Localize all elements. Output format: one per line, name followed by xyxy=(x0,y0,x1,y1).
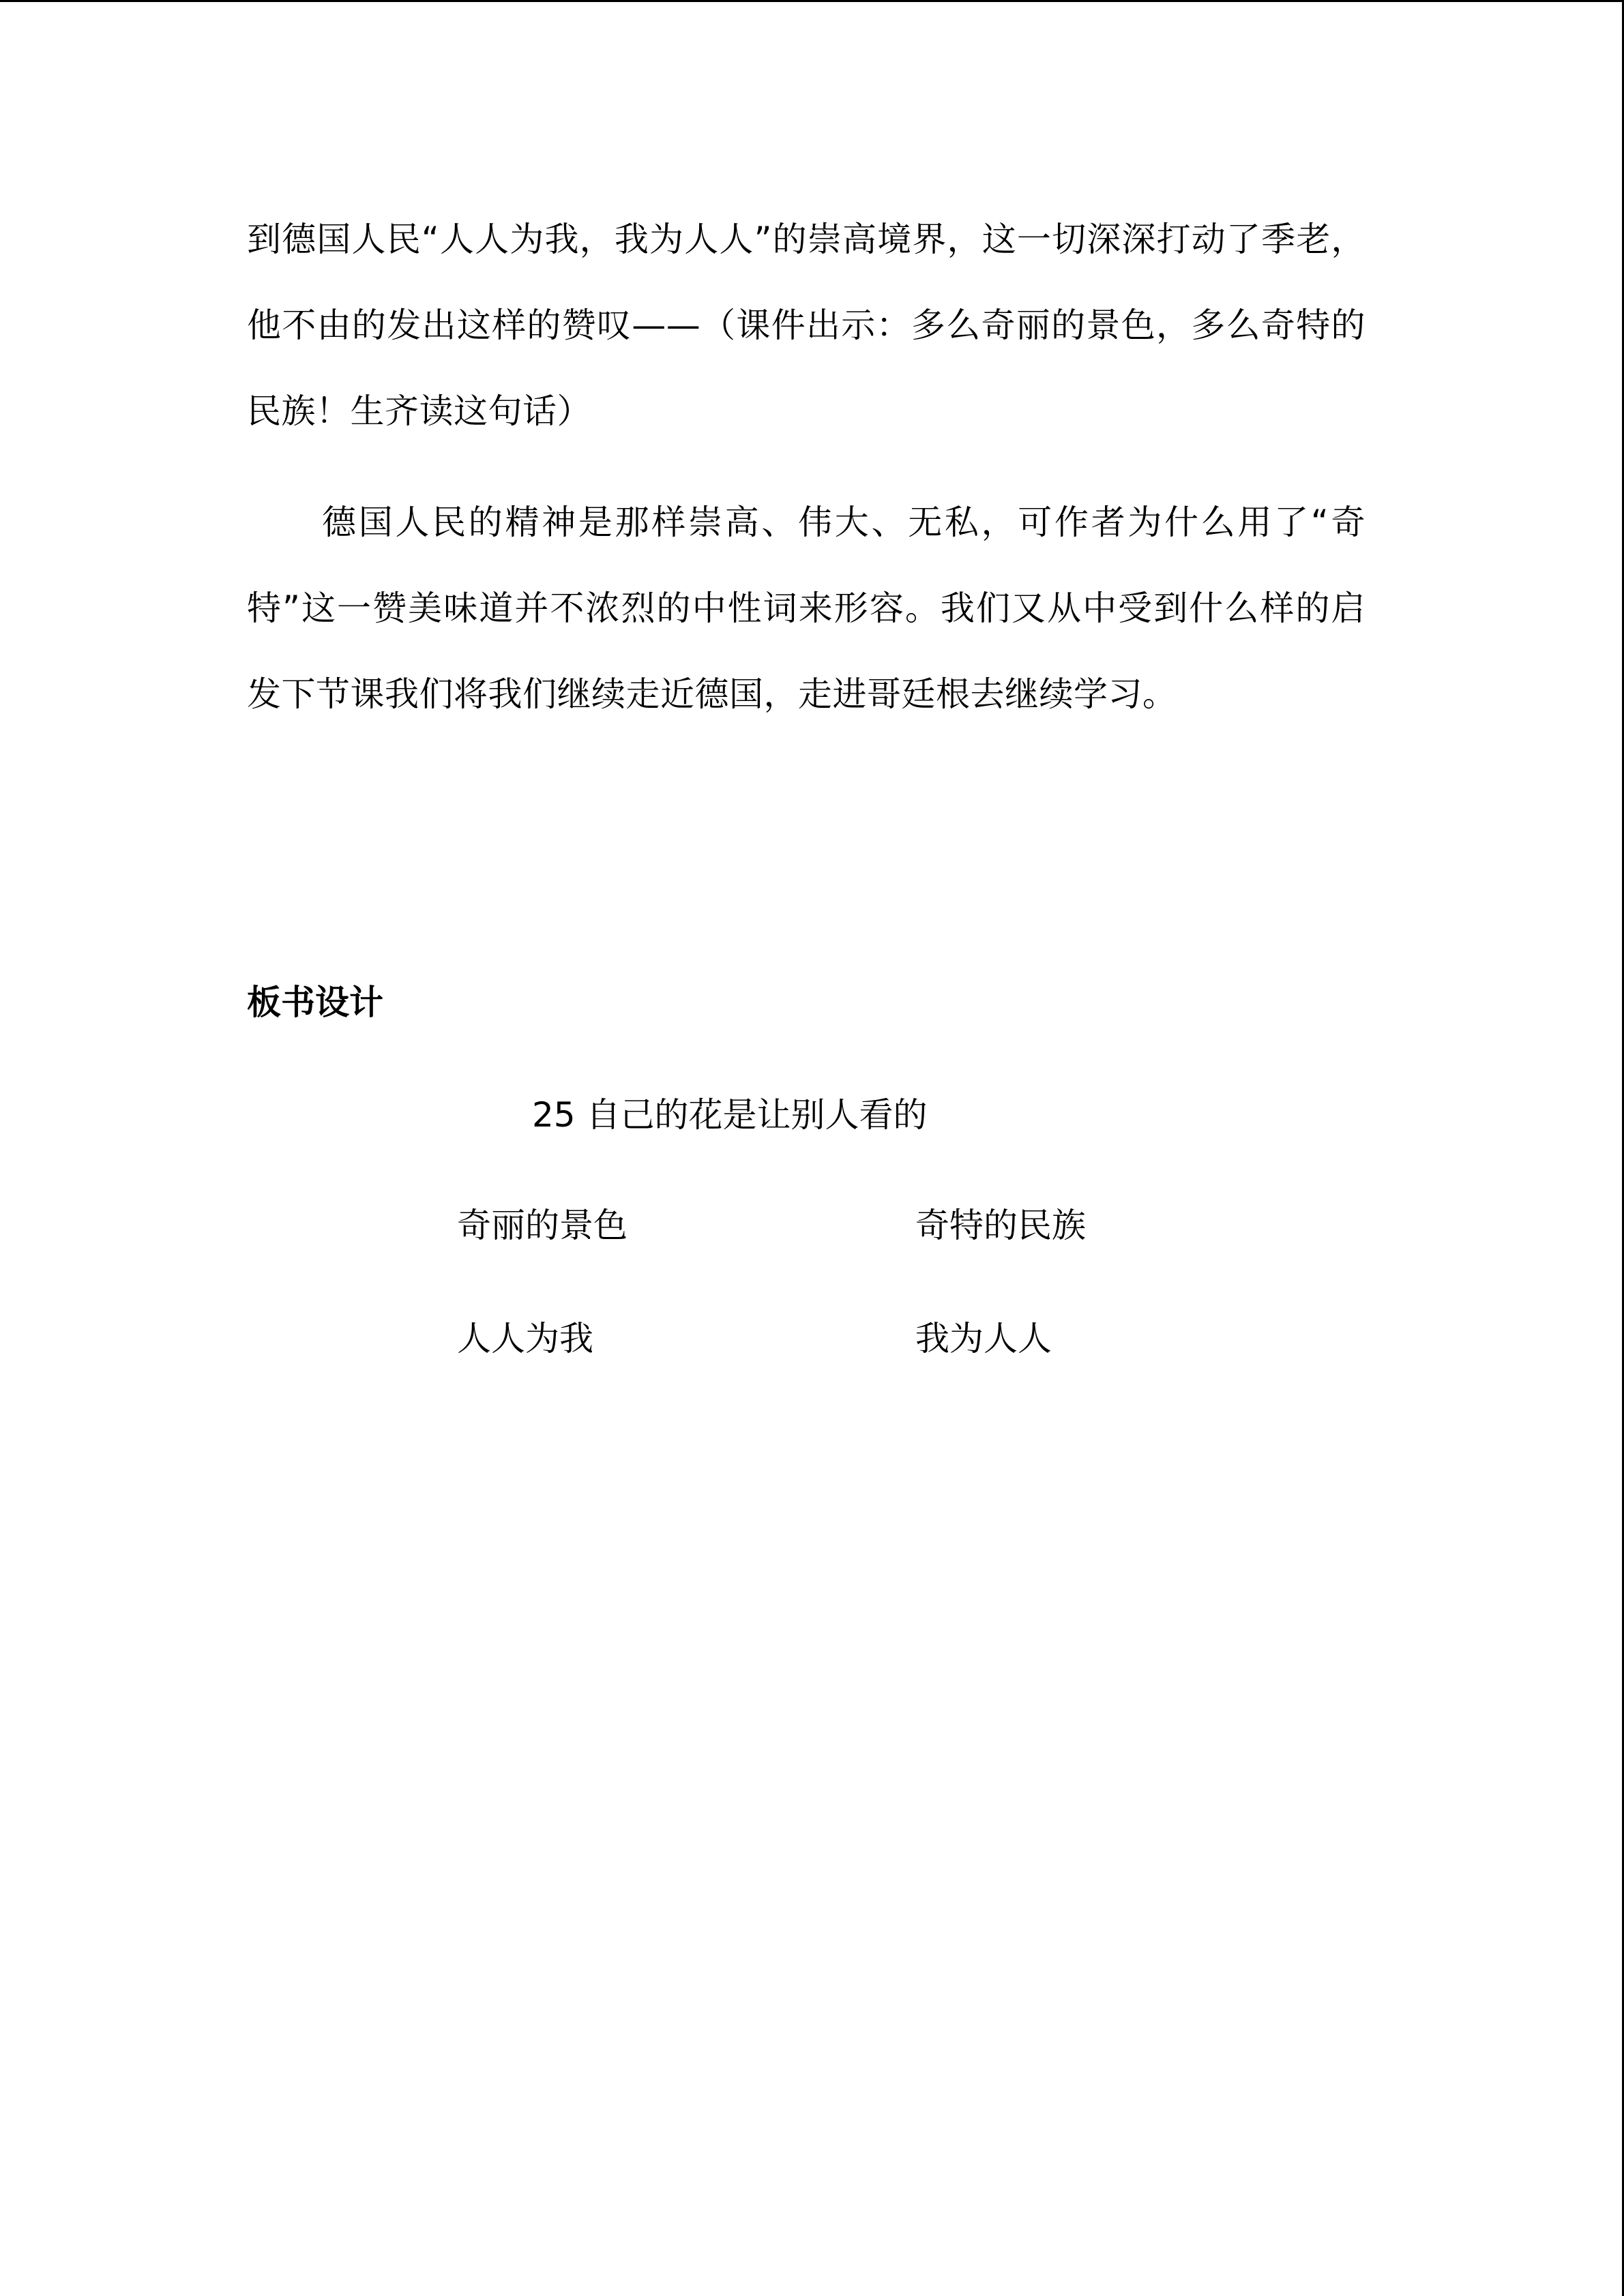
paragraph-2: 德国人民的精神是那样崇高、伟大、无私，可作者为什么用了“奇特”这一赞美味道并不浓烈的中性词来形容。我们又从中受到什么样的启发下节课我们将我们继续走近德国，走进哥廷根去继续学习。 xyxy=(247,503,1365,714)
paragraph-1: 到德国人民“人人为我，我为人人”的崇高境界，这一切深深打动了季老，他不由的发出这样的赞叹——（课件出示：多么奇丽的景色，多么奇特的民族！生齐读这句话） xyxy=(247,220,1365,431)
board-row-2-left: 人人为我 xyxy=(457,1319,593,1358)
board-row-1-left: 奇丽的景色 xyxy=(457,1206,628,1245)
board-title: 25 自己的花是让别人看的 xyxy=(532,1095,928,1135)
section-heading-board-design: 板书设计 xyxy=(247,983,383,1022)
board-row-1-right: 奇特的民族 xyxy=(915,1206,1086,1245)
board-row-2-right: 我为人人 xyxy=(915,1319,1052,1358)
